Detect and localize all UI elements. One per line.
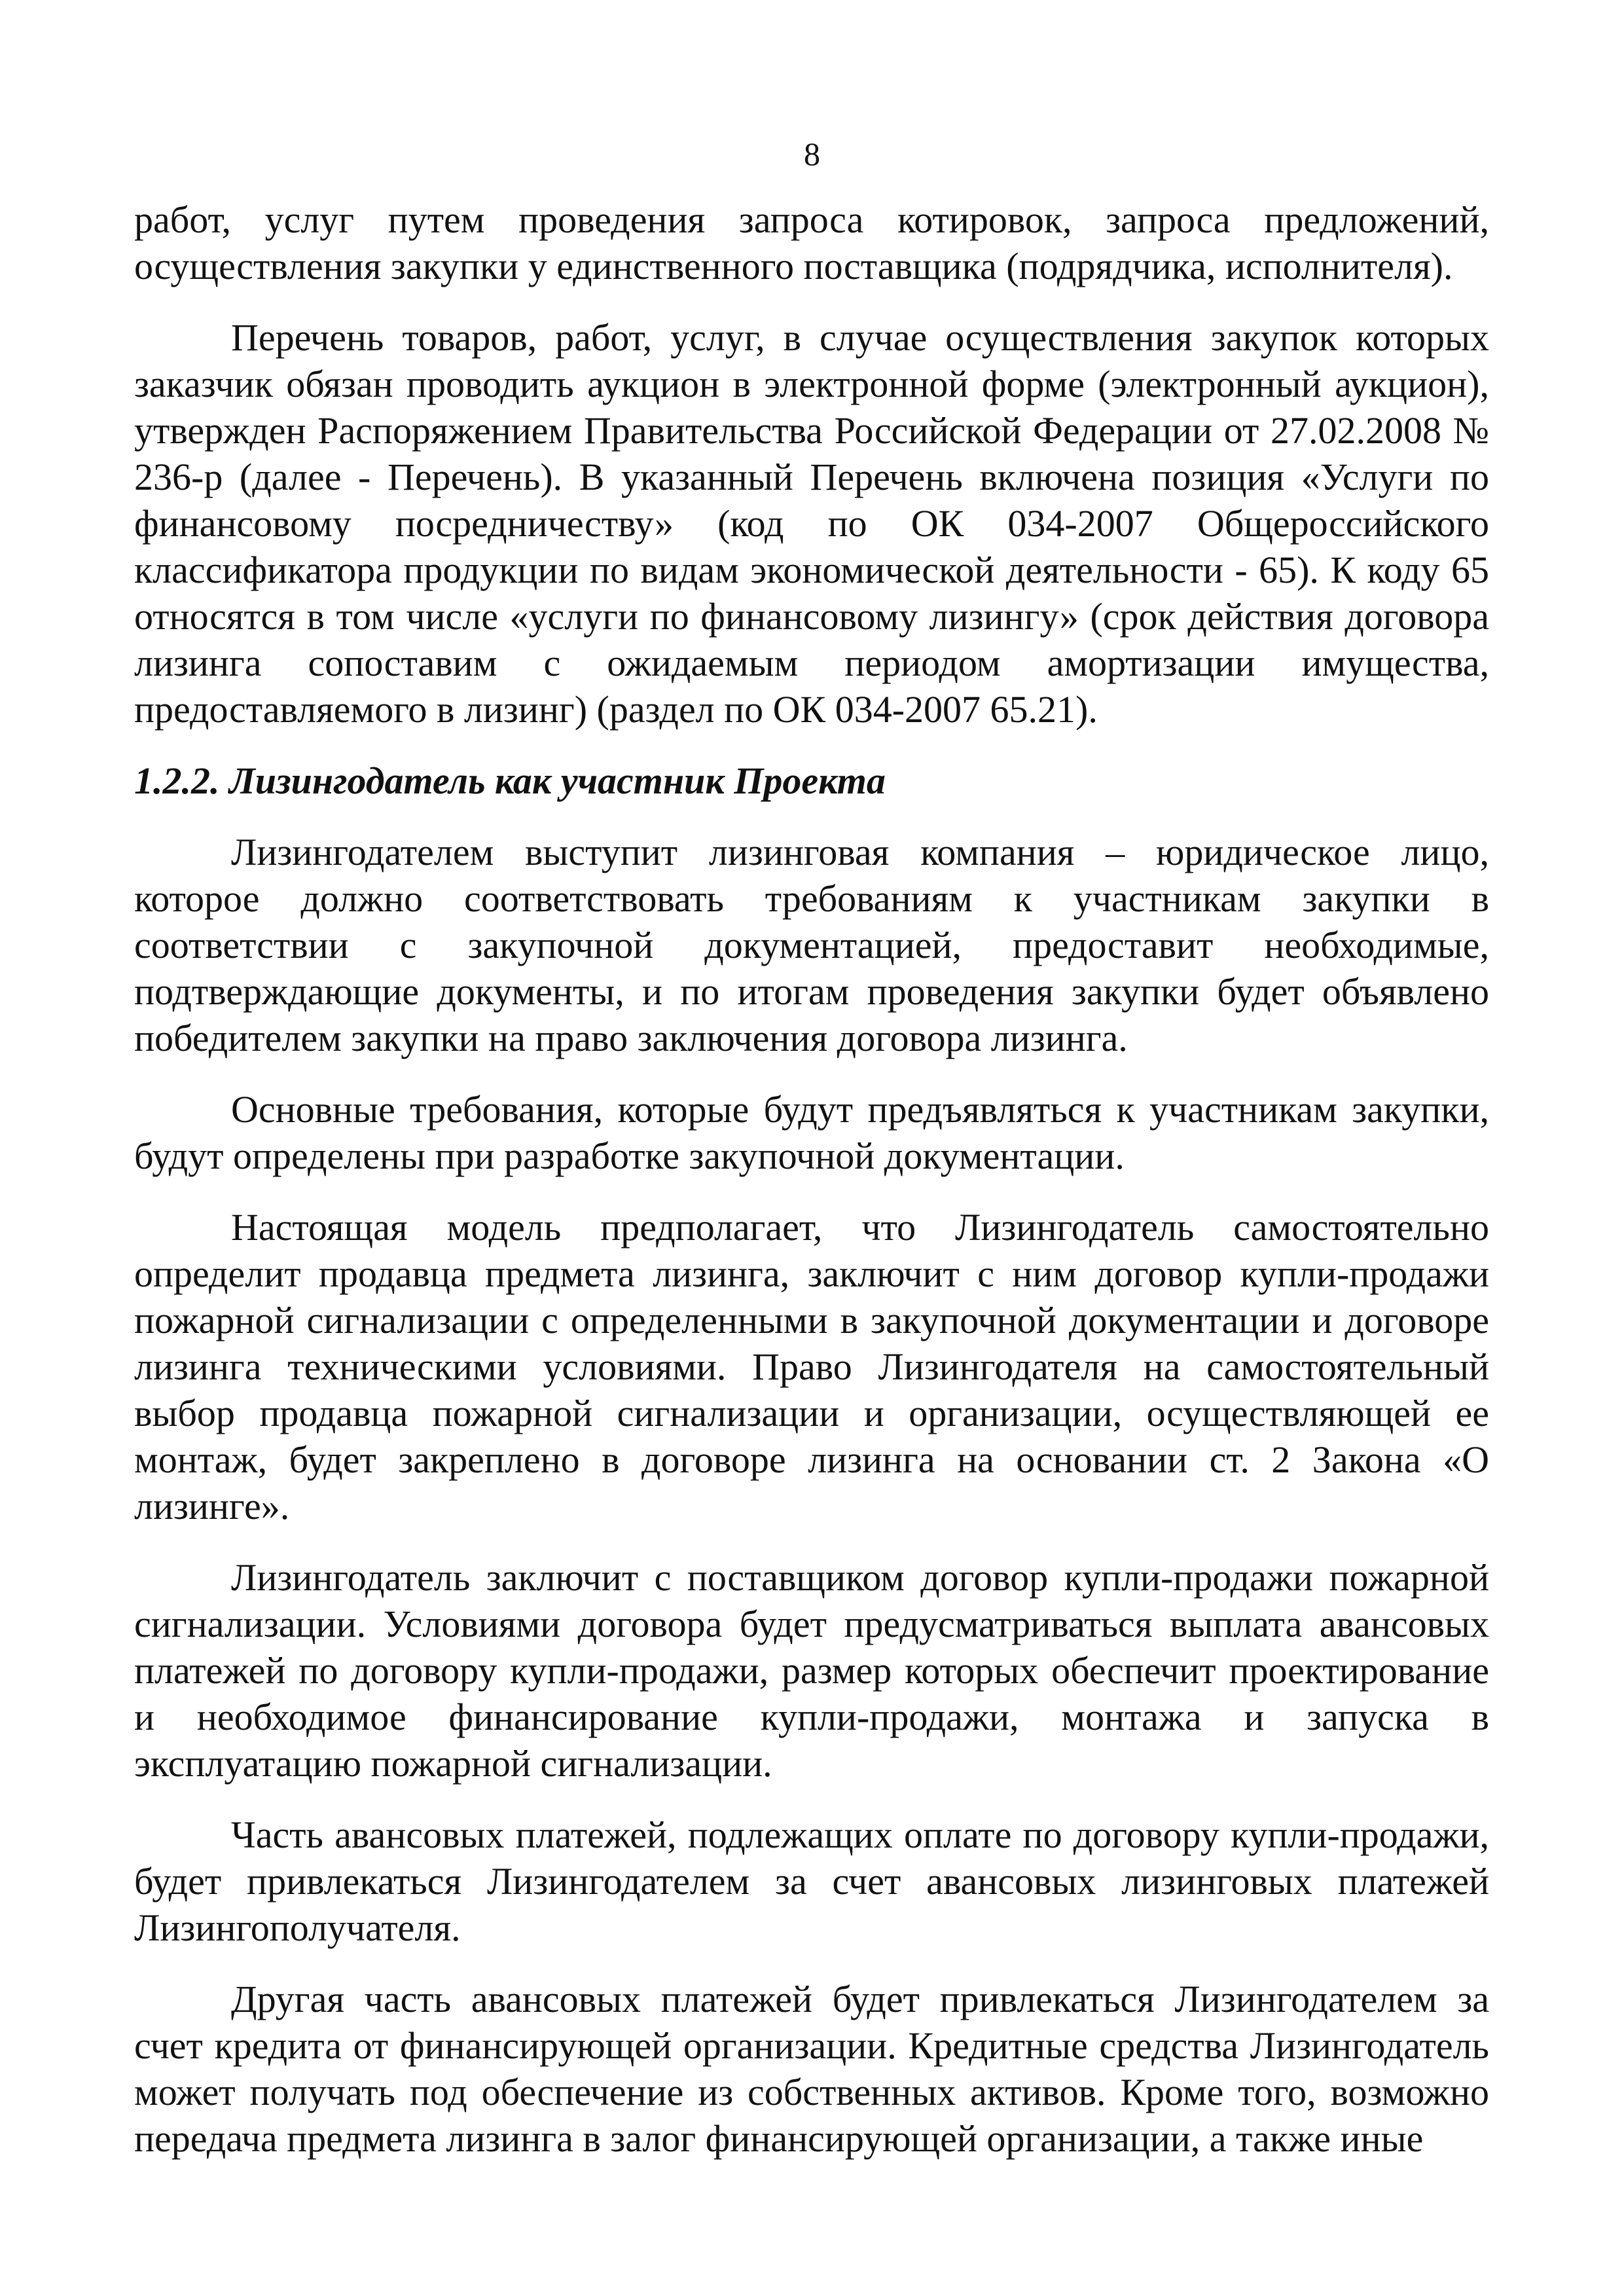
paragraph-credit: Другая часть авансовых платежей будет привлекаться Лизингодателем за счет кредита от финансирующей организации. Кредитные средства Лизингодатель может получать под обеспечение из собственных активов. Кроме того, возможно передача предмета лизинга в залог финансирующей организации, а также иные (134, 1978, 1489, 2160)
paragraph-advance-payments: Часть авансовых платежей, подлежащих оплате по договору купли-продажи, будет привлекаться Лизингодателем за счет авансовых лизинговых платежей Лизингополучателя. (134, 1813, 1489, 1949)
section-heading: 1.2.2. Лизингодатель как участник Проекта (134, 759, 886, 802)
paragraph-perechen: Перечень товаров, работ, услуг, в случае осуществления закупок которых заказчик обязан проводить аукцион в электронной форме (электронный аукцион), утвержден Распоряжением Правительства Российской Федерации от 27.02.2008 № 236-р (далее - Перечень). В указанный Перечень включена позиция «Услуги по финансовому посредничеству» (код по ОК 034-2007 Общероссийского классификатора продукции по видам экономической деятельности - 65). К коду 65 относятся в том числе «услуги по финансовому лизингу» (срок действия договора лизинга сопоставим с ожидаемым периодом амортизации имущества, предоставляемого в лизинг) (раздел по ОК 034-2007 65.21). (134, 316, 1489, 731)
paragraph-continuation: работ, услуг путем проведения запроса котировок, запроса предложений, осуществления закупки у единственного поставщика (подрядчика, исполнителя). (134, 198, 1489, 287)
paragraph-requirements: Основные требования, которые будут предъявляться к участникам закупки, будут определены при разработке закупочной документации. (134, 1088, 1489, 1177)
paragraph-lessor-role: Лизингодателем выступит лизинговая компания – юридическое лицо, которое должно соответствовать требованиям к участникам закупки в соответствии с закупочной документацией, предоставит необходимые, подтверждающие документы, и по итогам проведения закупки будет объявлено победителем закупки на право заключения договора лизинга. (134, 831, 1489, 1059)
paragraph-purchase-contract: Лизингодатель заключит с поставщиком договор купли-продажи пожарной сигнализации. Условиями договора будет предусматриваться выплата авансовых платежей по договору купли-продажи, размер которых обеспечит проектирование и необходимое финансирование купли-продажи, монтажа и запуска в эксплуатацию пожарной сигнализации. (134, 1556, 1489, 1785)
paragraph-model: Настоящая модель предполагает, что Лизингодатель самостоятельно определит продавца предмета лизинга, заключит с ним договор купли-продажи пожарной сигнализации с определенными в закупочной документации и договоре лизинга техническими условиями. Право Лизингодателя на самостоятельный выбор продавца пожарной сигнализации и организации, осуществляющей ее монтаж, будет закреплено в договоре лизинга на основании ст. 2 Закона «О лизинге». (134, 1206, 1489, 1527)
page-number: 8 (804, 136, 820, 172)
page-body (134, 196, 1489, 2187)
